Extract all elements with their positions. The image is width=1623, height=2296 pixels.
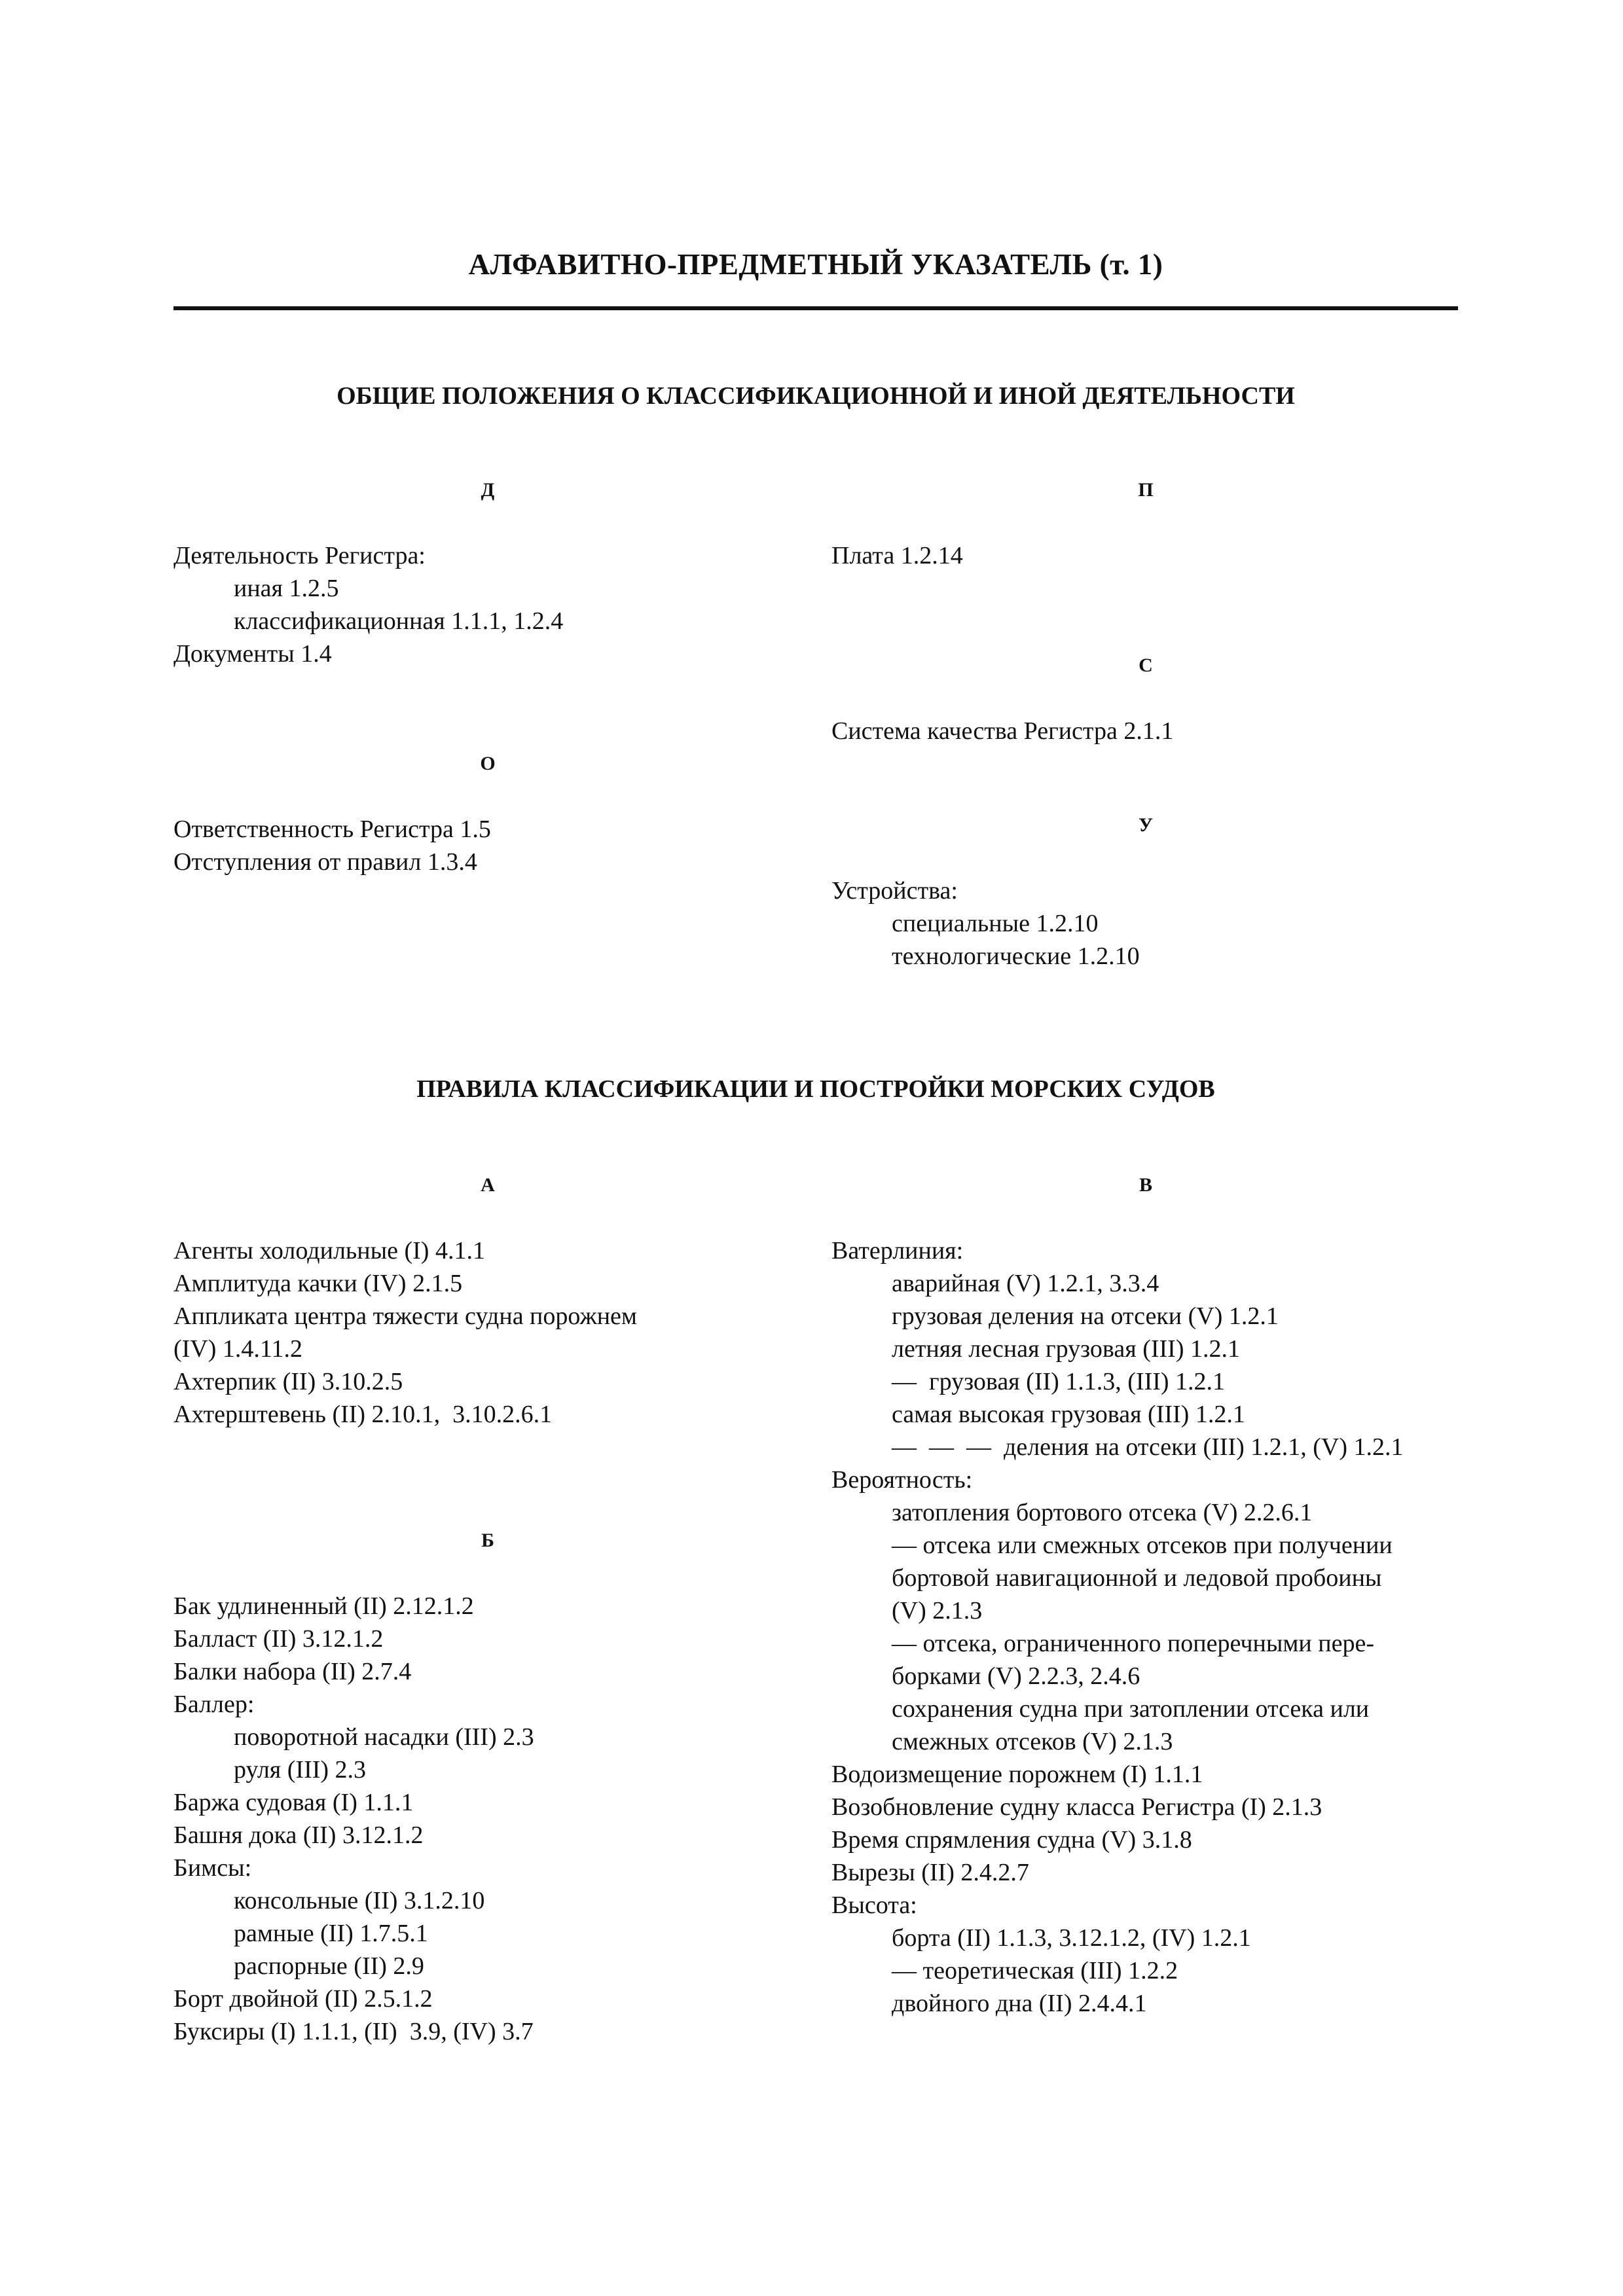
index-letter-heading: У (1138, 814, 1154, 836)
index-entry: Амплитуда качки (IV) 2.1.5 (173, 1270, 463, 1297)
index-subentry: классификационная 1.1.1, 1.2.4 (234, 607, 564, 635)
letter-spacer (173, 507, 802, 539)
index-subentry: затопления бортового отсека (V) 2.2.6.1 (892, 1499, 1313, 1526)
index-subentry: — теоретическая (III) 1.2.2 (892, 1957, 1178, 1984)
index-entry: Документы 1.4 (173, 640, 332, 668)
index-letter-heading: Б (481, 1530, 494, 1551)
index-entry: Агенты холодильные (I) 4.1.1 (173, 1237, 485, 1265)
index-entry: Башня дока (II) 3.12.1.2 (173, 1821, 424, 1849)
group-gap (173, 670, 802, 747)
index-entry: Бак удлиненный (II) 2.12.1.2 (173, 1592, 474, 1620)
index-subentry: смежных отсеков (V) 2.1.3 (892, 1728, 1173, 1755)
letter-spacer (831, 682, 1460, 715)
index-letter-heading: Д (481, 479, 495, 501)
index-subentry: — — — деления на отсеки (III) 1.2.1, (V) 1.2.1 (892, 1433, 1404, 1461)
index-letter-heading: П (1138, 479, 1154, 501)
index-subentry: летняя лесная грузовая (III) 1.2.1 (892, 1335, 1240, 1363)
letter-spacer (173, 780, 802, 813)
index-subentry: — грузовая (II) 1.1.3, (III) 1.2.1 (892, 1368, 1226, 1395)
index-entry: Буксиры (I) 1.1.1, (II) 3.9, (IV) 3.7 (173, 2018, 534, 2045)
index-subentry: двойного дна (II) 2.4.4.1 (892, 1990, 1147, 2017)
section-1-left-column (173, 474, 802, 878)
index-subentry: бортовой навигационной и ледовой пробоины (892, 1564, 1382, 1592)
index-subentry: поворотной насадки (III) 2.3 (234, 1723, 534, 1751)
index-entry: Отступления от правил 1.3.4 (173, 848, 477, 876)
index-entry: Устройства: (831, 877, 958, 905)
index-entry: Деятельность Регистра: (173, 542, 426, 569)
index-entry: Водоизмещение порожнем (I) 1.1.1 (831, 1761, 1203, 1788)
index-subentry: — отсека, ограниченного поперечными пере- (892, 1630, 1374, 1657)
index-entry: Возобновление судну класса Регистра (I) 2.1.3 (831, 1793, 1322, 1821)
index-entry: Вероятность: (831, 1466, 973, 1494)
index-subentry: — отсека или смежных отсеков при получении (892, 1532, 1393, 1559)
index-entry: Вырезы (II) 2.4.2.7 (831, 1859, 1029, 1886)
index-entry: Ватерлиния: (831, 1237, 964, 1265)
index-subentry: (V) 2.1.3 (892, 1597, 983, 1624)
section-1-right-column (831, 474, 1460, 973)
index-subentry: борта (II) 1.1.3, 3.12.1.2, (IV) 1.2.1 (892, 1924, 1251, 1952)
index-subentry: специальные 1.2.10 (892, 910, 1099, 937)
index-subentry: технологические 1.2.10 (892, 942, 1140, 970)
index-entry: Система качества Регистра 2.1.1 (831, 717, 1174, 745)
letter-spacer (831, 507, 1460, 539)
index-entry: Бимсы: (173, 1854, 252, 1882)
index-entry: Плата 1.2.14 (831, 542, 963, 569)
index-entry: Время спрямления судна (V) 3.1.8 (831, 1826, 1192, 1854)
section-2-left-column (173, 1169, 802, 2048)
index-subentry: сохранения судна при затоплении отсека или (892, 1695, 1370, 1723)
group-gap (173, 1431, 802, 1524)
index-subentry: распорные (II) 2.9 (234, 1952, 424, 1980)
index-subentry: консольные (II) 3.1.2.10 (234, 1887, 485, 1914)
index-letter-heading: А (481, 1174, 495, 1196)
index-subentry: рамные (II) 1.7.5.1 (234, 1920, 428, 1947)
index-entry: Баллер: (173, 1691, 255, 1718)
letter-spacer (173, 1557, 802, 1590)
index-letter-heading: С (1139, 655, 1153, 676)
index-subentry: грузовая деления на отсеки (V) 1.2.1 (892, 1302, 1279, 1330)
index-subentry: руля (III) 2.3 (234, 1756, 367, 1784)
index-entry: Балки набора (II) 2.7.4 (173, 1658, 412, 1685)
index-entry: Аппликата центра тяжести судна порожнем (173, 1302, 637, 1330)
letter-spacer (173, 1202, 802, 1234)
group-gap (831, 747, 1460, 809)
index-entry: (IV) 1.4.11.2 (173, 1335, 302, 1363)
index-entry: Ахтерштевень (II) 2.10.1, 3.10.2.6.1 (173, 1401, 553, 1428)
index-subentry: аварийная (V) 1.2.1, 3.3.4 (892, 1270, 1159, 1297)
title-rule (173, 306, 1458, 310)
index-entry: Ахтерпик (II) 3.10.2.5 (173, 1368, 403, 1395)
index-letter-heading: О (480, 753, 496, 774)
page-title: АЛФАВИТНО-ПРЕДМЕТНЫЙ УКАЗАТЕЛЬ (т. 1) (468, 248, 1163, 281)
index-letter-heading: В (1139, 1174, 1152, 1196)
index-subentry: самая высокая грузовая (III) 1.2.1 (892, 1401, 1245, 1428)
section-1-heading: ОБЩИЕ ПОЛОЖЕНИЯ О КЛАССИФИКАЦИОННОЙ И ИНОЙ ДЕЯТЕЛЬНОСТИ (337, 382, 1295, 410)
index-subentry: иная 1.2.5 (234, 575, 339, 602)
index-entry: Борт двойной (II) 2.5.1.2 (173, 1985, 433, 2013)
group-gap (831, 572, 1460, 649)
index-subentry: борками (V) 2.2.3, 2.4.6 (892, 1662, 1140, 1690)
section-2-right-column (831, 1169, 1460, 2020)
letter-spacer (831, 1202, 1460, 1234)
letter-spacer (831, 842, 1460, 874)
index-entry: Высота: (831, 1892, 917, 1919)
index-entry: Балласт (II) 3.12.1.2 (173, 1625, 384, 1653)
index-entry: Баржа судовая (I) 1.1.1 (173, 1789, 414, 1816)
index-entry: Ответственность Регистра 1.5 (173, 816, 491, 843)
section-2-heading: ПРАВИЛА КЛАССИФИКАЦИИ И ПОСТРОЙКИ МОРСКИХ СУДОВ (416, 1075, 1215, 1103)
